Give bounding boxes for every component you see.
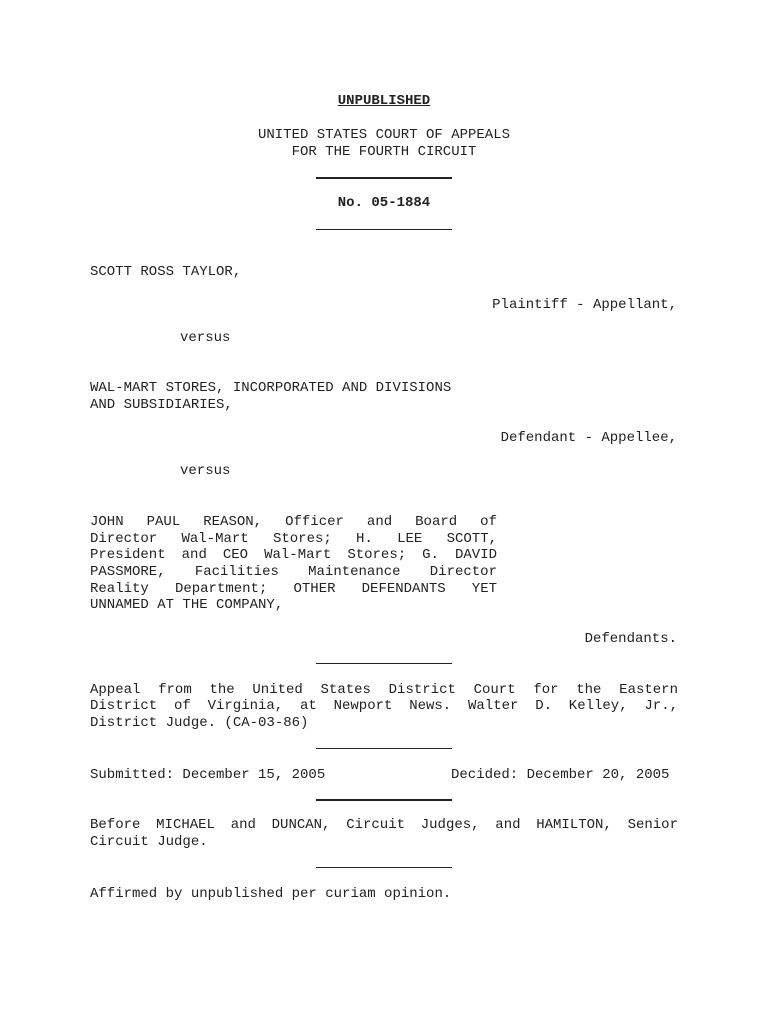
defendant-role: Defendant - Appellee, [500, 430, 677, 446]
divider-rule [316, 748, 452, 749]
defendants-line: UNNAMED AT THE COMPANY, [90, 597, 284, 613]
divider-rule [316, 867, 452, 868]
defendant-name-line1: WAL-MART STORES, INCORPORATED AND DIVISIONS [90, 380, 452, 396]
panel-line: Circuit Judge. [90, 834, 208, 850]
divider-rule [316, 799, 452, 801]
disposition: Affirmed by unpublished per curiam opinion. [90, 886, 452, 902]
defendants-line: Director Wal-Mart Stores; H. LEE SCOTT, [90, 531, 497, 547]
decided-date: Decided: December 20, 2005 [451, 767, 670, 783]
appeal-line: District of Virginia, at Newport News. Walter D. Kelley, Jr., [90, 698, 678, 714]
defendants-role: Defendants. [584, 631, 677, 647]
plaintiff-name: SCOTT ROSS TAYLOR, [90, 264, 242, 280]
unpublished-label: UNPUBLISHED [337, 93, 431, 109]
versus-label: versus [180, 463, 231, 479]
defendants-line: JOHN PAUL REASON, Officer and Board of [90, 514, 497, 530]
court-name-line2: FOR THE FOURTH CIRCUIT [291, 144, 477, 160]
submitted-date: Submitted: December 15, 2005 [90, 767, 326, 783]
plaintiff-role: Plaintiff - Appellant, [492, 297, 677, 313]
appeal-line: District Judge. (CA-03-86) [90, 715, 309, 731]
appeal-line: Appeal from the United States District Court for the Eastern [90, 682, 678, 698]
defendants-line: President and CEO Wal-Mart Stores; G. DAVID [90, 547, 497, 563]
divider-rule [316, 229, 452, 230]
defendant-name-line2: AND SUBSIDIARIES, [90, 397, 233, 413]
versus-label: versus [180, 330, 231, 346]
divider-rule [316, 663, 452, 664]
divider-rule [316, 177, 452, 179]
case-number: No. 05-1884 [337, 195, 431, 211]
panel-line: Before MICHAEL and DUNCAN, Circuit Judges, and HAMILTON, Senior [90, 817, 678, 833]
defendants-line: Reality Department; OTHER DEFENDANTS YET [90, 581, 497, 597]
defendants-line: PASSMORE, Facilities Maintenance Director [90, 564, 497, 580]
court-name-line1: UNITED STATES COURT OF APPEALS [257, 127, 511, 143]
